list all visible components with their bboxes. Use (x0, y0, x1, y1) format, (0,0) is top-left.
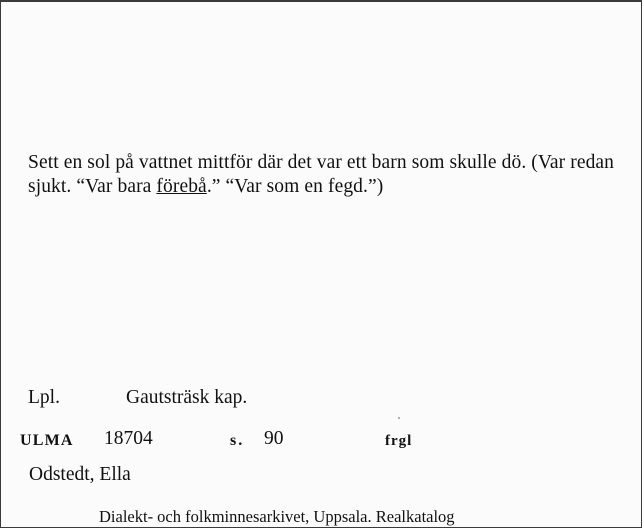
recorder-name: Odstedt, Ella (29, 464, 131, 485)
page-label: s. (230, 432, 245, 449)
page-number: 90 (264, 428, 284, 449)
category-label: frgl (385, 433, 413, 449)
body-text-part: .” “Var som en fegd.”) (206, 176, 384, 197)
ulma-number: 18704 (104, 428, 153, 449)
lpl-label: Lpl. (28, 387, 60, 408)
lpl-value: Gautsträsk kap. (126, 387, 248, 408)
underlined-word: förebå (156, 176, 207, 197)
card-body-text (28, 151, 628, 199)
archive-footer: Dialekt- och folkminnesarkivet, Uppsala. Realkatalog (99, 507, 455, 526)
body-text-part: Sett en sol på vattnet mittför där det var ett barn som skulle dö. (Var redan sjukt. “Var bara (28, 152, 615, 197)
ulma-label: ULMA (20, 432, 74, 449)
paper-speck (398, 417, 400, 419)
